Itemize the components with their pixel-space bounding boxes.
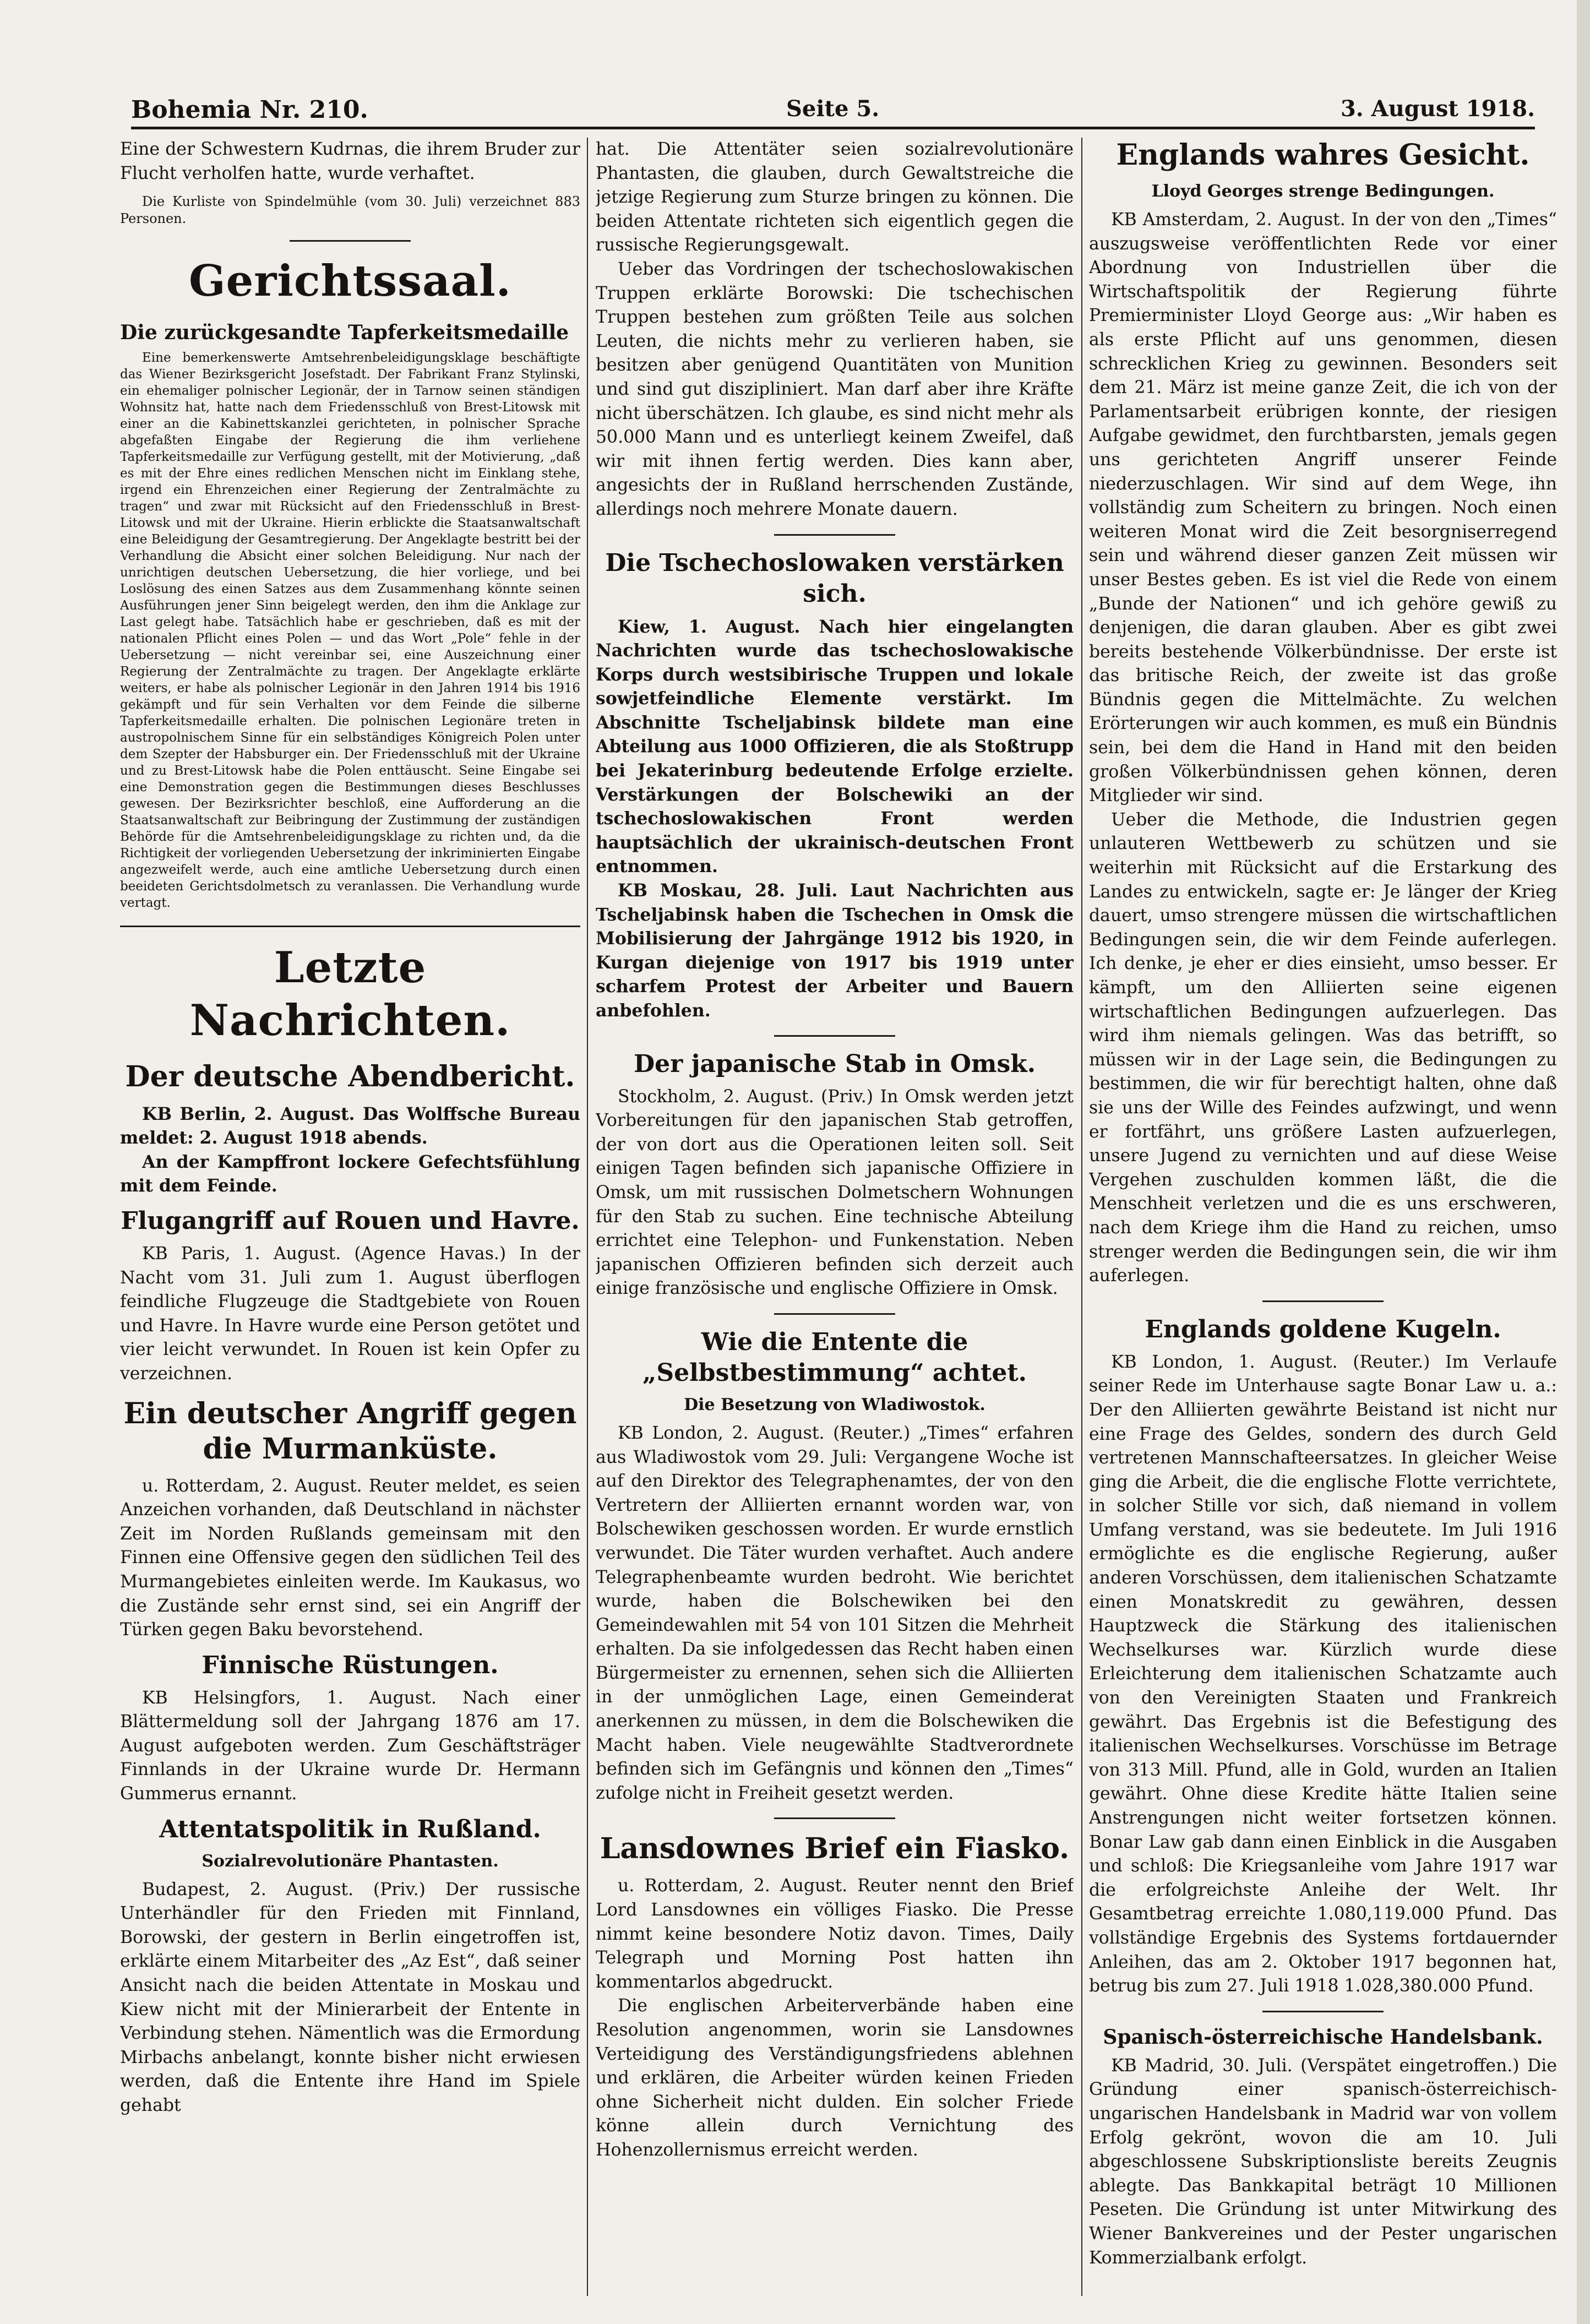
header-publication: Bohemia Nr. 210. (131, 96, 368, 124)
header-page-number: Seite 5. (786, 96, 880, 122)
separator (774, 1035, 895, 1037)
article-body-attentat-continued-2: Ueber das Vordringen der tschechoslowakischen Truppen erklärte Borowski: Die tschechischen Truppen bestehen zum größten Teile aus solchen Leuten, die nichts mehr zu verlieren haben, sie besitzen aber genügend Quantitäten von Munition und sind gut diszipliniert. Man darf aber ihre Kräfte nicht überschätzen. Ich glaube, es sind nicht mehr als 50.000 Mann und es unterliegt keinem Zweifel, daß wir mit ihnen fertig werden. Dies kann aber, angesichts der in Rußland herrschenden Zustände, allerdings noch mehrere Monate dauern. (596, 259, 1074, 519)
section-title-gerichtssaal: Gerichtssaal. (189, 255, 511, 306)
article-body-tschecho-2: KB Moskau, 28. Juli. Laut Nachrichten aus Tscheljabinsk haben die Tschechen in Omsk die Mobilisierung der Jahrgänge 1912 bis 1920, in Kurgan diejenige von 1917 bis 1919 unter scharfem Protest der Arbeiter und Bauern anbefohlen. (596, 880, 1074, 1021)
separator (774, 1817, 895, 1819)
article-title-abendbericht: Der deutsche Abendbericht. (125, 1059, 575, 1093)
separator (290, 240, 411, 242)
article-title-medaille: Die zurückgesandte Tapferkeitsmedaille (120, 320, 569, 344)
article-title-selbstbestimmung: Wie die Entente die „Selbstbestimmung“ achtet. (642, 1327, 1027, 1387)
intro-paragraph: Eine der Schwestern Kudrnas, die ihrem Bruder zur Flucht verholfen hatte, wurde verhaftet. (120, 139, 580, 183)
column-rule-2 (1081, 138, 1082, 2296)
article-title-murman: Ein deutscher Angriff gegen die Murmanküste. (123, 1396, 577, 1466)
article-subtitle-selbstbestimmung: Die Besetzung von Wladiwostok. (684, 1395, 985, 1414)
article-title-flugangriff: Flugangriff auf Rouen und Havre. (121, 1206, 580, 1235)
separator (1262, 2011, 1384, 2012)
separator (774, 1313, 895, 1315)
spindel-note: Die Kurliste von Spindelmühle (vom 30. Juli) verzeichnet 883 Personen. (120, 194, 580, 227)
article-title-attentat: Attentatspolitik in Rußland. (159, 1815, 541, 1843)
article-body-bank: KB Madrid, 30. Juli. (Verspätet eingetroffen.) Die Gründung einer spanisch-österreichisch-ungarischen Handelsbank in Madrid war von vollem Erfolg gekrönt, wovon die am 10. Juli abgeschlossene Subskriptionsliste bereits Zeugnis ablegte. Das Bankkapital beträgt 10 Millionen Peseten. Die Gründung ist unter Mitwirkung des Wiener Bankvereines und der Pester ungarischen Kommerzialbank erfolgt. (1089, 2055, 1557, 2268)
article-title-bank: Spanisch-österreichische Handelsbank. (1103, 2025, 1543, 2049)
article-body-attentat: Budapest, 2. August. (Priv.) Der russische Unterhändler für den Frieden mit Finnland, Borowski, der gestern in Berlin eingetroffen ist, erklärte einem Mitarbeiter des „Az Est“, daß seiner Ansicht nach die beiden Attentate in Moskau und Kiew nicht mit der Minierarbeit der Entente in Verbindung stehen. Nämentlich was die Ermordung Mirbachs anbelangt, konnte bisher nicht erwiesen werden, daß die Entente ihre Hand im Spiele gehabt (120, 1879, 580, 2115)
column-rule-1 (587, 138, 588, 2296)
page-edge-shadow (1577, 0, 1590, 2324)
article-body-tschecho: Kiew, 1. August. Nach hier eingelangten Nachrichten wurde das tschechoslowakische Korps durch westsibirische Truppen und lokale sowjetfeindliche Elemente verstärkt. Im Abschnitte Tscheljabinsk bildete man eine Abteilung aus 1000 Offizieren, die als Stoßtrupp bei Jekaterinburg bedeutende Erfolge erzielte. Verstärkungen der Bolschewiki an der tschechoslowakischen Front werden hauptsächlich der ukrainisch-deutschen Front entnommen. (596, 616, 1074, 877)
separator (120, 926, 580, 927)
article-body-lansdowne: u. Rotterdam, 2. August. Reuter nennt den Brief Lord Lansdownes ein völliges Fiasko. Die Presse nimmt keine besondere Notiz davon. Times, Daily Telegraph und Morning Post hatten ihn kommentarlos abgedruckt. (596, 1876, 1074, 1992)
header-date: 3. August 1918. (1340, 96, 1535, 122)
article-body-selbstbestimmung: KB London, 2. August. (Reuter.) „Times“ erfahren aus Wladiwostok vom 29. Juli: Vergangene Woche ist auf den Direktor des Telegraphenamtes, der von den Vertretern der Alliierten ernannt worden war, von Bolschewiken geschossen worden. Er wurde ernstlich verwundet. Die Täter wurden verhaftet. Auch andere Telegraphenbeamte wurden bedroht. Wie berichtet wurde, haben die Bolschewiken bei den Gemeindewahlen mit 54 von 101 Sitzen die Mehrheit erhalten. Da sie infolgedessen das Recht haben einen Bürgermeister zu ernennen, sehen sich die Alliierten in der unmöglichen Lage, einen Gemeinderat anerkennen zu müssen, in dem die Bolschewiken die Macht haben. Viele neugewählte Stadtverordnete befinden sich im Gefängnis und können den „Times“ zufolge nicht in Freiheit gesetzt werden. (596, 1423, 1074, 1803)
section-title-nachrichten: Letzte Nachrichten. (189, 942, 511, 1046)
article-subtitle-attentat: Sozialrevolutionäre Phantasten. (202, 1851, 499, 1871)
page-header (131, 92, 1535, 129)
article-title-tschecho: Die Tschechoslowaken verstärken sich. (605, 548, 1064, 608)
article-body-gesicht: KB Amsterdam, 2. August. In der von den „Times“ auszugsweise veröffentlichten Rede vor einer Abordnung von Industriellen über die Wirtschaftspolitik der Regierung führte Premierminister Lloyd George aus: „Wir haben es als erste Pflicht auf uns genommen, diesen schrecklichen Krieg zu gewinnen. Besonders seit dem 21. März ist meine ganze Zeit, die ich von der Parlamentsarbeit erübrigen konnte, der riesigen Aufgabe gewidmet, den furchtbarsten, jemals gegen uns gerichteten Angriff unserer Feinde niederzuschlagen. Wir sind auf dem Wege, ihn vollständig zum Scheitern zu bringen. Noch einen weiteren Monat wird die Zeit besorgniserregend sein und während dieser ganzen Zeit müssen wir unser Bestes geben. Es ist viel die Rede von einem „Bunde der Nationen“ und ich gehöre gewiß zu denjenigen, die daran glauben. Aber es gibt zwei bereits bestehende Völkerbündnisse. Der erste ist das britische Reich, der zweite ist das große Bündnis gegen die Mittelmächte. Zu welchen Erörterungen wir auch kommen, es muß ein Bündnis sein, bei dem die Hand in Hand mit den beiden großen Völkerbündnissen gehen können, deren Mitglieder wir sind. (1089, 210, 1557, 806)
article-body-medaille: Eine bemerkenswerte Amtsehrenbeleidigungsklage beschäftigte das Wiener Bezirksgericht Josefstadt. Der Fabrikant Franz Stylinski, ein ehemaliger polnischer Legionär, der in Tarnow seinen ständigen Wohnsitz hat, hatte nach dem Friedensschluß von Brest-Litowsk mit einer an die Kabinettskanzlei gerichteten, in polnischer Sprache abgefaßten Eingabe der Regierung die ihm verliehene Tapferkeitsmedaille zur Verfügung gestellt, mit der Motivierung, „daß es mit der Ehre eines redlichen Menschen nicht im Einklang stehe, irgend ein Ehrenzeichen einer Regierung der Zentralmächte zu tragen“ und zwar mit Rücksicht auf den Friedensschluß in Brest-Litowsk und mit der Ukraine. Hierin erblickte die Staatsanwaltschaft eine Beleidigung der Gesamtregierung. Der Angeklagte bestritt bei der Verhandlung die Absicht einer solchen Beleidigung. Nur nach der unrichtigen deutschen Uebersetzung, die hier vorliege, und bei Loslösung des einen Satzes aus dem Zusammenhang könnte seinen Ausführungen jener Sinn beigelegt werden, den ihm die Anklage zur Last gelegt habe. Tatsächlich habe er geschrieben, daß es mit der nationalen Pflicht eines Polen — und das Wort „Pole“ fehle in der Uebersetzung — nicht vereinbar sei, eine Auszeichnung einer Regierung der Zentralmächte zu tragen. Der Angeklagte erklärte weiters, er habe als polnischer Legionär in den Jahren 1914 bis 1916 gekämpft und für sein Verhalten vor dem Feinde die silberne Tapferkeitsmedaille erhalten. Die polnischen Legionäre treten in austropolnischem Sinne für ein selbständiges Königreich Polen unter dem Szepter der Habsburger ein. Der Friedensschluß mit der Ukraine und zu Brest-Litowsk habe die Polen enttäuscht. Seine Eingabe sei eine Demonstration gegen die Bestimmungen dieses Beschlusses gewesen. Der Bezirksrichter beschloß, eine Aufforderung an die Staatsanwaltschaft zur Beibringung der Zustimmung der zuständigen Behörde für die Amtsehrenbeleidigungsklage zu richten und, da die Richtigkeit der vorliegenden Uebersetzung der inkriminierten Eingabe angezweifelt werde, auch eine amtliche Uebersetzung durch einen beeideten Gerichtsdolmetsch zu veranlassen. Die Verhandlung wurde vertagt. (120, 350, 580, 910)
separator (1262, 1300, 1384, 1302)
article-title-gesicht: Englands wahres Gesicht. (1116, 138, 1530, 172)
article-body-murman: u. Rotterdam, 2. August. Reuter meldet, es seien Anzeichen vorhanden, daß Deutschland in nächster Zeit im Norden Rußlands gemeinsam mit den Finnen eine Offensive gegen den südlichen Teil des Murmangebietes einleiten werde. Im Kaukasus, wo die Zustände sehr ernst sind, sei ein Angriff der Türken gegen Baku bevorstehend. (120, 1476, 580, 1640)
article-title-japan: Der japanische Stab in Omsk. (633, 1049, 1036, 1078)
article-body-flugangriff: KB Paris, 1. August. (Agence Havas.) In der Nacht vom 31. Juli zum 1. August überflogen feindliche Flugzeuge die Stadtgebiete von Rouen und Havre. In Havre wurde eine Person getötet und vier leicht verwundet. In Rouen ist kein Opfer zu verzeichnen. (120, 1243, 580, 1384)
article-body-kugeln: KB London, 1. August. (Reuter.) Im Verlaufe seiner Rede im Unterhause sagte Bonar Law u. a.: Der den Alliierten gewährte Beistand ist nicht nur eine Frage des Geldes, sondern des durch Geld vertretenen Mannschafteersatzes. In gleicher Weise ging die Arbeit, die die englische Flotte verrichtete, in solcher Stille vor sich, daß niemand in vollem Umfang verstand, was sie bedeutete. Im Juli 1916 ermöglichte es die englische Regierung, außer anderen Vorschüssen, dem italienischen Schatzamte einen Monatskredit zu gewähren, dessen Hauptzweck die Stärkung des italienischen Wechselkurses war. Kürzlich wurde diese Erleichterung dem italienischen Schatzamte auch von den Vereinigten Staaten und Frankreich gewährt. Das Ergebnis ist die Befestigung des italienischen Wechselkurses. Vorschüsse im Betrage von 313 Mill. Pfund, alle in Gold, wurden an Italien gewährt. Ohne diese Kredite hätte Italien seine Anstrengungen nicht weiter fortsetzen können. Bonar Law gab dann einen Einblick in die Ausgaben und schloß: Die Kriegsanleihe vom Jahre 1917 war die erfolgreichste Anleihe der Welt. Ihr Gesamtbetrag erreichte 1.080,119.000 Pfund. Das vollständige Ergebnis des Systems fortdauernder Anleihen, das am 2. Oktober 1917 begonnen hat, betrug bis zum 27. Juli 1918 1.028,380.000 Pfund. (1089, 1352, 1557, 1996)
article-body-gesicht-2: Ueber die Methode, die Industrien gegen unlauteren Wettbewerb zu schützen und sie weiterhin mit Rücksicht auf die Erstarkung des Landes zu entwickeln, sagte er: Je länger der Krieg dauert, umso strengere müssen die wirtschaftlichen Bedingungen sein, die wir dem Feinde auferlegen. Ich denke, je eher er dies einsieht, umso besser. Er kämpft, um den Alliierten seine eigenen wirtschaftlichen Bedingungen aufzuerlegen. Das wird ihm niemals gelingen. Was das betrifft, so müssen wir in der Lage sein, die Bedingungen zu bestimmen, die wir für berechtigt halten, ohne daß sie uns der Wille des Feindes aufzwingt, und wenn er fortfährt, uns größere Lasten aufzuerlegen, unsere Jugend zu vernichten und auf diese Weise Vergehen zuschulden kommen läßt, die die Menschheit verletzen und die es uns erschweren, nach dem Kriege ihm die Hand zu reichen, umso strenger werden die Bedingungen sein, die wir ihm auferlegen. (1089, 809, 1557, 1286)
article-body-abendbericht-2: An der Kampffront lockere Gefechtsfühlung mit dem Feinde. (120, 1151, 580, 1196)
column-3 (1089, 138, 1557, 2307)
article-title-lansdowne: Lansdownes Brief ein Fiasko. (600, 1832, 1070, 1866)
column-1 (120, 138, 580, 2307)
article-body-finnisch: KB Helsingfors, 1. August. Nach einer Blättermeldung soll der Jahrgang 1876 am 17. August aufgeboten werden. Zum Geschäftsträger Finnlands in der Ukraine wurde Dr. Hermann Gummerus ernannt. (120, 1688, 580, 1804)
column-2 (596, 138, 1074, 2307)
article-body-abendbericht: KB Berlin, 2. August. Das Wolffsche Bureau meldet: 2. August 1918 abends. (120, 1103, 580, 1149)
article-title-kugeln: Englands goldene Kugeln. (1145, 1315, 1501, 1343)
separator (774, 534, 895, 536)
article-subtitle-gesicht: Lloyd Georges strenge Bedingungen. (1151, 182, 1495, 201)
article-body-lansdowne-2: Die englischen Arbeiterverbände haben eine Resolution angenommen, worin sie Lansdownes Verteidigung des Verständigungsfriedens ablehnen und erklären, die Arbeiter würden keinen Frieden ohne Sicherheit nicht dulden. Ein solcher Friede könne allein durch Vernichtung des Hohenzollernismus erreicht werden. (596, 1996, 1074, 2160)
article-body-attentat-continued: hat. Die Attentäter seien sozialrevolutionäre Phantasten, die glauben, durch Gewaltstreiche die jetzige Regierung zum Sturze bringen zu können. Die beiden Attentate richteten sich eigentlich gegen die russische Regierungsgewalt. (596, 139, 1074, 255)
article-body-japan: Stockholm, 2. August. (Priv.) In Omsk werden jetzt Vorbereitungen für den japanischen Stab getroffen, der von dort aus die Operationen leiten soll. Seit einigen Tagen befinden sich japanische Offiziere in Omsk, um mit russischen Dolmetschern Wohnungen für den Stab zu suchen. Eine technische Abteilung errichtet eine Telephon- und Funkenstation. Neben japanischen Offizieren befinden sich derzeit auch einige französische und englische Offiziere in Omsk. (596, 1086, 1074, 1299)
article-title-finnisch: Finnische Rüstungen. (202, 1651, 499, 1679)
